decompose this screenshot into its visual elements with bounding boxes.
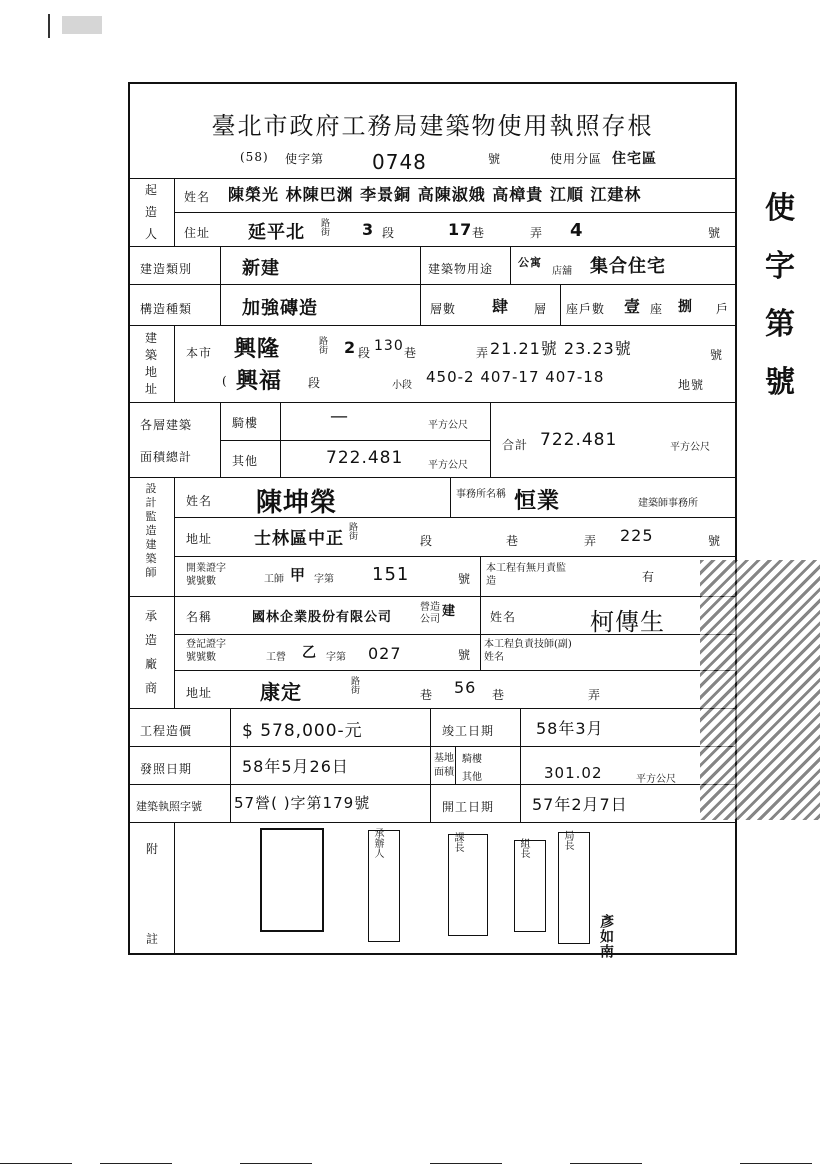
approval-stamp	[260, 828, 324, 932]
structure-label: 構造種類	[140, 302, 193, 316]
area-total-unit: 平方公尺	[670, 442, 710, 453]
complete-label: 竣工日期	[442, 724, 495, 738]
issue-value: 58年5月26日	[242, 757, 349, 776]
build-use-note: 公寓	[518, 256, 542, 269]
area-other-unit: 平方公尺	[428, 460, 468, 471]
area-label-bottom: 面積總計	[140, 450, 193, 464]
applicant-road-label: 路街	[319, 218, 329, 236]
rule	[220, 440, 490, 441]
structure-value: 加強磚造	[242, 298, 318, 319]
margin-text: 使 字 第 號	[765, 191, 795, 400]
units-count-suffix: 戶	[716, 302, 730, 316]
base-sub-bottom: 其他	[462, 772, 482, 783]
contractor-reg-no: 027	[368, 644, 402, 663]
site-land-section-label: 段	[308, 376, 322, 390]
contractor-road-label: 路街	[349, 676, 359, 694]
rule	[230, 708, 231, 822]
designer-license-prefix: 工師	[264, 574, 284, 585]
rule	[220, 284, 221, 325]
build-use-label: 建築物用途	[428, 262, 494, 276]
designer-license-label: 開業證字號號數	[186, 563, 226, 587]
contractor-lane-label: 巷	[420, 688, 434, 702]
designer-address-end: 號	[708, 534, 722, 548]
document-title: 臺北市政府工務局建築物使用執照存根	[211, 112, 654, 140]
notes-label-top: 附	[146, 842, 160, 856]
start-value: 57年2月7日	[532, 795, 628, 814]
build-use-note-label: 店舖	[552, 266, 572, 277]
contractor-address-value: 康定	[260, 680, 302, 704]
rule	[130, 822, 735, 823]
permit-year: (58)	[240, 150, 269, 164]
contractor-reg-label: 登記證字號號數	[186, 639, 226, 663]
rule	[174, 325, 175, 402]
contractor-no-label: 弄	[588, 688, 602, 702]
designer-office-suffix: 建築師事務所	[638, 498, 698, 509]
site-road-label: 路街	[317, 336, 327, 354]
rule	[174, 178, 175, 246]
designer-office-value: 恒業	[514, 489, 561, 514]
rule	[174, 822, 175, 955]
site-label: 建 築 地 址	[144, 331, 157, 396]
applicant-name-label: 姓名	[184, 190, 211, 204]
rule	[480, 596, 481, 670]
rule	[510, 246, 511, 284]
area-other-label: 其他	[232, 454, 259, 468]
rule	[130, 746, 735, 747]
designer-license-no: 151	[372, 564, 410, 585]
scan-mark	[570, 1163, 642, 1164]
contractor-reg-prefix: 工營	[266, 652, 286, 663]
contractor-tech-label: 本工程負責技師(副)姓名	[484, 639, 572, 663]
units-value: 壹	[624, 297, 642, 316]
contractor-name-label: 名稱	[186, 610, 213, 624]
rule	[174, 477, 175, 708]
applicant-address-label: 住址	[184, 226, 211, 240]
contractor-type-label: 營造公司	[420, 602, 440, 625]
approval-stamp	[368, 830, 400, 942]
scan-mark	[430, 1163, 502, 1164]
rule	[420, 246, 421, 284]
area-other-value: 722.481	[326, 448, 404, 468]
applicant-no-end: 號	[708, 226, 722, 240]
build-use-value: 集合住宅	[590, 256, 666, 277]
contractor-type-value: 建	[442, 604, 457, 619]
build-type-value: 新建	[242, 258, 280, 279]
site-lane-value: 130	[374, 338, 404, 354]
contractor-address-label: 地址	[186, 686, 213, 700]
rule	[430, 708, 431, 822]
approval-stamp	[448, 834, 488, 936]
designer-name-value: 陳坤榮	[256, 488, 338, 518]
area-total-label: 合計	[502, 438, 529, 452]
designer-supervise-value: 有	[642, 570, 656, 584]
zone-value: 住宅區	[612, 151, 657, 167]
base-sub-top: 騎樓	[462, 754, 482, 765]
site-lane-label: 巷	[404, 346, 418, 360]
stamp-text: 組長	[518, 838, 529, 858]
stamp-text: 承辦人	[372, 828, 383, 858]
signature: 彥如南	[598, 914, 614, 959]
issue-label: 發照日期	[140, 762, 193, 776]
floors-value: 肆	[492, 297, 510, 316]
site-land-section: 興福	[236, 369, 283, 394]
zone-label: 使用分區	[550, 152, 603, 166]
approval-stamp	[514, 840, 546, 932]
torn-edge	[700, 560, 820, 820]
designer-lane-label: 巷	[506, 534, 520, 548]
area-total-value: 722.481	[540, 430, 618, 450]
applicant-label: 起 造 人	[144, 183, 157, 241]
rule	[420, 284, 421, 325]
cost-value: $ 578,000-元	[242, 721, 363, 741]
rule	[520, 708, 521, 822]
license-no-label: 建築執照字號	[136, 800, 202, 813]
site-section-label: 段	[358, 346, 372, 360]
area-arcade-value: —	[330, 406, 349, 427]
rule	[560, 284, 561, 325]
designer-no: 225	[620, 526, 654, 545]
site-land-no-label: 地號	[678, 378, 705, 392]
notes-label-bottom: 註	[146, 932, 160, 946]
contractor-name-value: 國林企業股份有限公司	[252, 610, 393, 625]
rule	[220, 402, 221, 477]
rule	[130, 178, 735, 179]
designer-no-label: 弄	[584, 534, 598, 548]
rule	[490, 402, 491, 477]
floors-suffix: 層	[534, 302, 548, 316]
contractor-lane2-label: 巷	[492, 688, 506, 702]
rule	[280, 402, 281, 477]
site-land-sub-label: 小段	[392, 380, 412, 391]
site-city-label: 本市	[186, 346, 213, 360]
area-arcade-unit: 平方公尺	[428, 420, 468, 431]
designer-license-end: 號	[458, 572, 472, 586]
applicant-lane-label: 巷	[472, 226, 486, 240]
rule	[220, 246, 221, 284]
base-unit: 平方公尺	[636, 774, 676, 785]
units-suffix: 座	[650, 302, 664, 316]
designer-address-value: 士林區中正	[254, 529, 344, 549]
designer-road-label: 路街	[347, 522, 357, 540]
rule	[174, 212, 735, 213]
contractor-reg-end: 號	[458, 648, 472, 662]
contractor-person-value: 柯傳生	[590, 608, 665, 636]
stamp-text: 局長	[562, 830, 573, 850]
cost-label: 工程造價	[140, 724, 193, 738]
base-label: 基地面積	[434, 753, 454, 778]
floors-label: 層數	[430, 302, 457, 316]
rule	[174, 556, 735, 557]
contractor-person-label: 姓名	[490, 610, 517, 624]
designer-supervise-label: 本工程有無月責監造	[486, 563, 566, 587]
contractor-reg-value: 乙	[302, 645, 317, 661]
rule	[130, 596, 735, 597]
area-arcade-label: 騎樓	[232, 416, 259, 430]
designer-address-label: 地址	[186, 532, 213, 546]
base-value: 301.02	[544, 764, 603, 782]
site-paren-open: (	[222, 374, 228, 388]
site-end-label: 號	[710, 348, 724, 362]
rule	[130, 477, 735, 478]
scan-mark	[62, 16, 102, 34]
units-label: 座戶數	[566, 302, 606, 316]
scan-mark	[48, 14, 50, 38]
applicant-no: 4	[570, 220, 584, 241]
designer-section-label: 段	[420, 534, 434, 548]
rule	[130, 708, 735, 709]
applicant-name-value: 陳榮光 林陳巴渊 李景銅 高陳淑娥 高樟貴 江順 江建林	[228, 185, 642, 204]
scan-mark	[100, 1163, 172, 1164]
stamp-text: 課長	[452, 832, 463, 852]
contractor-lane-value: 56	[454, 678, 477, 697]
permit-number: 0748	[372, 150, 427, 174]
scan-mark	[240, 1163, 312, 1164]
scan-mark	[0, 1163, 72, 1164]
site-section-value: 2	[344, 338, 357, 357]
scan-mark	[740, 1163, 812, 1164]
rule	[450, 477, 451, 517]
site-road-value: 興隆	[234, 337, 281, 362]
contractor-reg-suffix: 字第	[326, 652, 346, 663]
applicant-section: 3	[362, 220, 375, 239]
designer-office-label: 事務所名稱	[456, 489, 506, 500]
site-land-numbers: 450-2 407-17 407-18	[426, 368, 605, 386]
designer-license-suffix: 字第	[314, 574, 334, 585]
start-label: 開工日期	[442, 800, 495, 814]
license-no-value: 57營( )字第179號	[234, 794, 371, 812]
site-alley-label: 弄	[476, 346, 490, 360]
designer-license-class: 甲	[290, 566, 307, 584]
approval-stamp	[558, 832, 590, 944]
rule	[130, 325, 735, 326]
rule	[174, 670, 735, 671]
contractor-label: 承 造 廠 商	[144, 609, 157, 695]
units-count: 捌	[678, 299, 693, 315]
designer-name-label: 姓名	[186, 494, 213, 508]
site-numbers-value: 21.21號 23.23號	[490, 339, 632, 358]
build-type-label: 建造類別	[140, 262, 193, 276]
applicant-no-label: 弄	[530, 226, 544, 240]
permit-form	[128, 82, 737, 959]
permit-prefix: 使字第	[285, 152, 325, 166]
area-label-top: 各層建築	[140, 418, 193, 432]
applicant-section-label: 段	[382, 226, 396, 240]
applicant-lane: 17	[448, 220, 473, 239]
designer-label: 設 計 監 造 建 築 師	[145, 482, 157, 579]
rule	[480, 556, 481, 596]
complete-value: 58年3月	[536, 719, 604, 738]
applicant-address-city: 延平北	[248, 222, 305, 243]
permit-no-suffix: 號	[488, 152, 502, 166]
